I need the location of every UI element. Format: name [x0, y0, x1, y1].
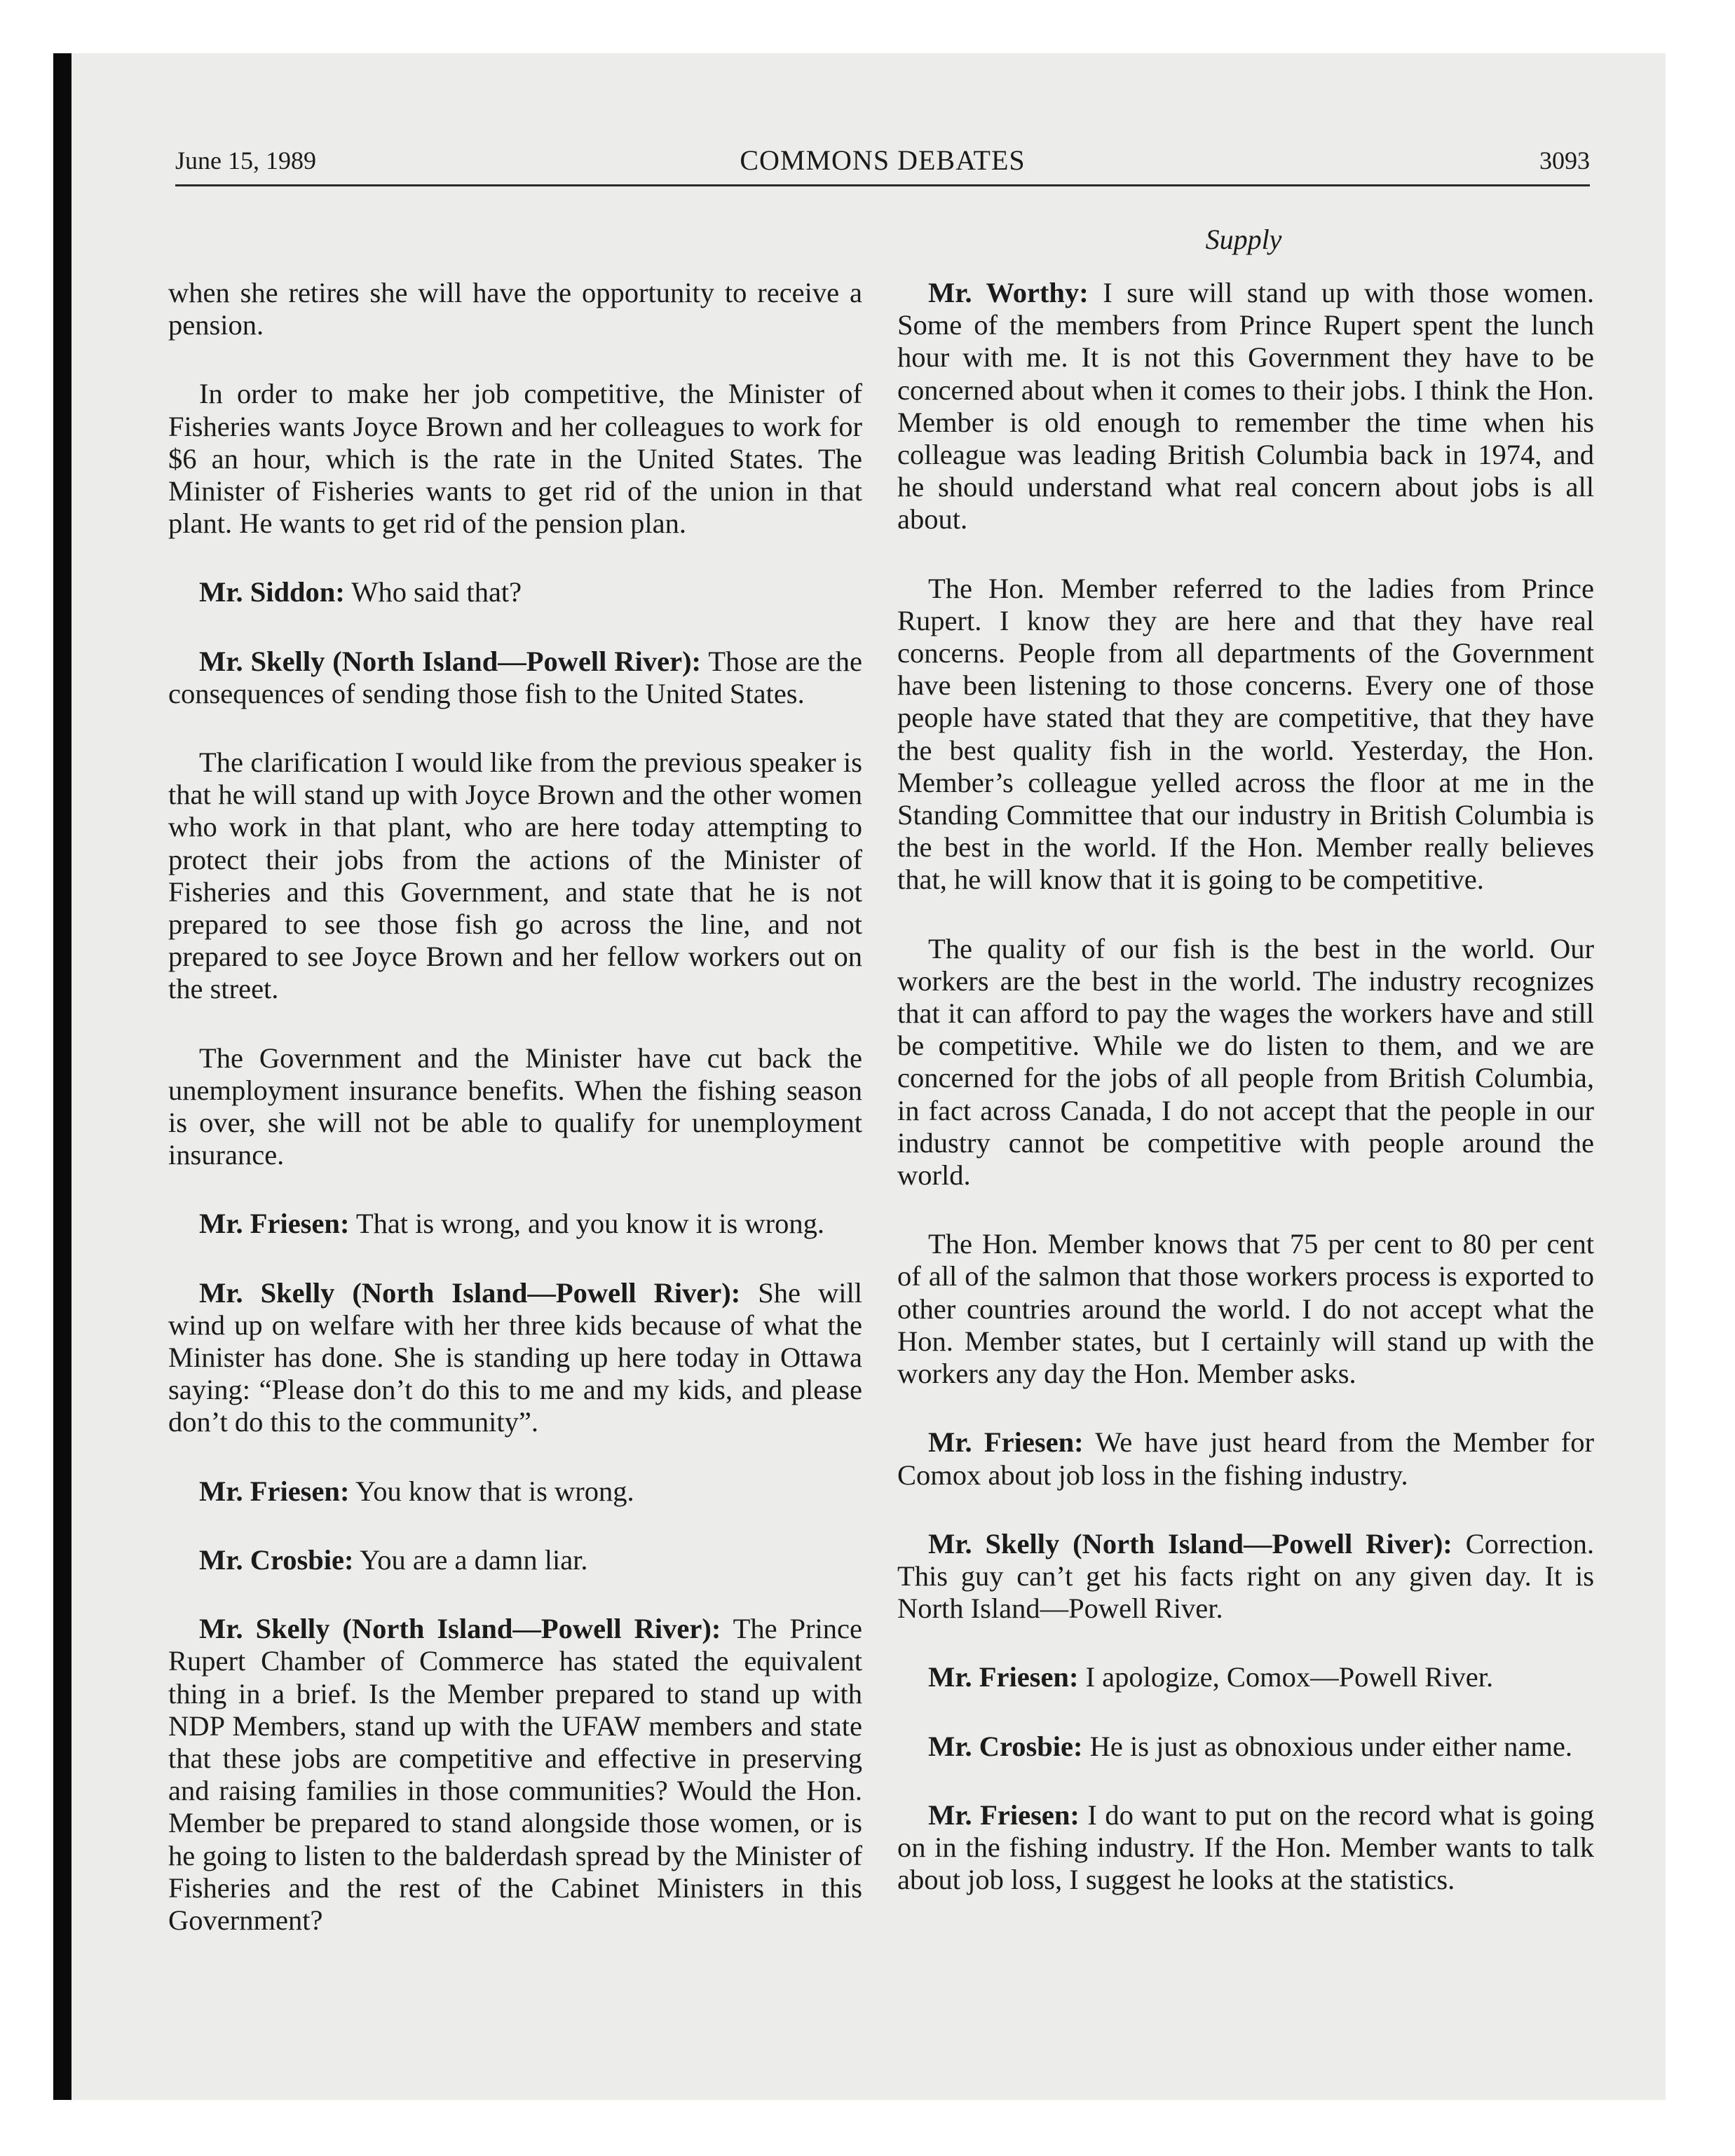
paragraph: [168, 1544, 862, 1576]
paragraph: [897, 573, 1594, 896]
paragraph: [168, 277, 862, 341]
header-date: June 15, 1989: [175, 146, 316, 175]
section-title: Supply: [1205, 224, 1282, 255]
paragraph: [897, 1661, 1594, 1693]
speech-text: The Hon. Member referred to the ladies from Prince Rupert. I know they are here and that they have real concerns. People from all departments of the Government have been listening to those concerns. Every one of those people have stated that they are competitive, that they have the best quality fish in the world. Yesterday, the Hon. Member’s colleague yelled across the floor at me in the Standing Committee that our industry in British Columbia is the best in the world. If the Hon. Member really believes that, he will know that it is going to be competitive.: [897, 572, 1594, 896]
left-column: [168, 277, 862, 1973]
paragraph: [168, 1042, 862, 1172]
speaker-name: Mr. Skelly (North Island—Powell River):: [199, 1276, 741, 1309]
speaker-name: Mr. Crosbie:: [928, 1730, 1083, 1762]
speaker-name: Mr. Friesen:: [199, 1208, 350, 1240]
paragraph: [897, 933, 1594, 1192]
speech-text: I apologize, Comox—Powell River.: [1078, 1661, 1494, 1693]
speech-text: We have just heard from the Member for Comox about job loss in the fishing industry.: [897, 1426, 1594, 1491]
paragraph: [897, 1799, 1594, 1897]
speaker-name: Mr. Skelly (North Island—Powell River):: [199, 1613, 721, 1645]
speaker-name: Mr. Worthy:: [928, 277, 1089, 308]
speaker-name: Mr. Crosbie:: [199, 1543, 354, 1576]
speech-text: Those are the consequences of sending those fish to the United States.: [168, 645, 862, 709]
paragraph: [897, 1426, 1594, 1491]
page-header: [175, 140, 1590, 182]
speech-text: The Prince Rupert Chamber of Commerce has stated the equivalent thing in a brief. Is the Member prepared to stand up with NDP Members, stand up with the UFAW members and state that these jobs are competitive and effective in preserving and raising families in those communities? Would the Hon. Member be prepared to stand alongside those women, or is he going to listen to the balderdash spread by the Minister of Fisheries and the rest of the Cabinet Ministers in this Government?: [168, 1613, 863, 1936]
paragraph: [168, 1208, 862, 1240]
binding-edge: [53, 53, 72, 2100]
paragraph: [897, 1228, 1594, 1390]
speech-text: Who said that?: [344, 576, 522, 608]
speaker-name: Mr. Friesen:: [928, 1661, 1079, 1693]
speaker-name: Mr. Skelly (North Island—Powell River):: [928, 1527, 1452, 1560]
right-column: [897, 277, 1594, 1932]
speech-text: You know that is wrong.: [349, 1475, 634, 1507]
paragraph: [168, 1475, 862, 1508]
speech-text: You are a damn liar.: [353, 1543, 588, 1576]
paragraph: [168, 576, 862, 608]
speaker-name: Mr. Siddon:: [199, 576, 345, 608]
header-rule: [175, 184, 1590, 186]
speech-text: The Hon. Member knows that 75 per cent to 80 per cent of all of the salmon that those workers process is exported to other countries around the world. I do not accept what the Hon. Member states, but I certainly will stand up with the workers any day the Hon. Member asks.: [897, 1228, 1594, 1390]
paragraph: [168, 1613, 862, 1937]
speech-text: I do want to put on the record what is going on in the fishing industry. If the Hon. Member wants to talk about job loss, I suggest he looks at the statistics.: [897, 1799, 1594, 1896]
speech-text: That is wrong, and you know it is wrong.: [349, 1208, 825, 1240]
speech-text: when she retires she will have the opportunity to receive a pension.: [168, 277, 862, 341]
speech-text: In order to make her job competitive, the Minister of Fisheries wants Joyce Brown and her colleagues to work for $6 an hour, which is the rate in the United States. The Minister of Fisheries wants to get rid of the union in that plant. He wants to get rid of the pension plan.: [168, 378, 862, 540]
paragraph: [168, 1277, 862, 1439]
speech-text: The Government and the Minister have cut back the unemployment insurance benefits. When the fishing season is over, she will not be able to qualify for unemployment insurance.: [168, 1042, 862, 1171]
speech-text: He is just as obnoxious under either name.: [1082, 1730, 1572, 1762]
speech-text: Correction. This guy can’t get his facts right on any given day. It is North Island—Powell River.: [897, 1527, 1594, 1625]
speech-text: The clarification I would like from the previous speaker is that he will stand up with Joyce Brown and the other women who work in that plant, who are here today attempting to protect their jobs from the actions of the Minister of Fisheries and this Government, and state that he is not prepared to see those fish go across the line, and not prepared to see Joyce Brown and her fellow workers out on the street.: [168, 746, 862, 1005]
speaker-name: Mr. Skelly (North Island—Powell River):: [199, 645, 702, 677]
paragraph: [168, 646, 862, 710]
speech-text: I sure will stand up with those women. Some of the members from Prince Rupert spent the lunch hour with me. It is not this Government they have to be concerned about when it comes to their jobs. I think the Hon. Member is old enough to remember the time when his colleague was leading British Columbia back in 1974, and he should understand what real concern about jobs is all about.: [897, 277, 1594, 535]
speaker-name: Mr. Friesen:: [928, 1426, 1084, 1459]
paragraph: [897, 1731, 1594, 1763]
speech-text: She will wind up on welfare with her three kids because of what the Minister has done. She is standing up here today in Ottawa saying: “Please don’t do this to me and my kids, and please don’t do this to the community”.: [168, 1276, 862, 1438]
speech-text: The quality of our fish is the best in the world. Our workers are the best in the world. The industry recognizes that it can afford to pay the wages the workers have and still be competitive. While we do listen to them, and we are concerned for the jobs of all people from British Columbia, in fact across Canada, I do not accept that the people in our industry cannot be competitive with people around the world.: [897, 932, 1594, 1192]
paragraph: [897, 1528, 1594, 1625]
paragraph: [897, 277, 1594, 536]
speaker-name: Mr. Friesen:: [928, 1799, 1080, 1831]
header-title: COMMONS DEBATES: [740, 144, 1026, 176]
page-number: 3093: [1539, 146, 1590, 175]
paragraph: [168, 378, 862, 540]
speaker-name: Mr. Friesen:: [199, 1475, 350, 1507]
paragraph: [168, 746, 862, 1006]
